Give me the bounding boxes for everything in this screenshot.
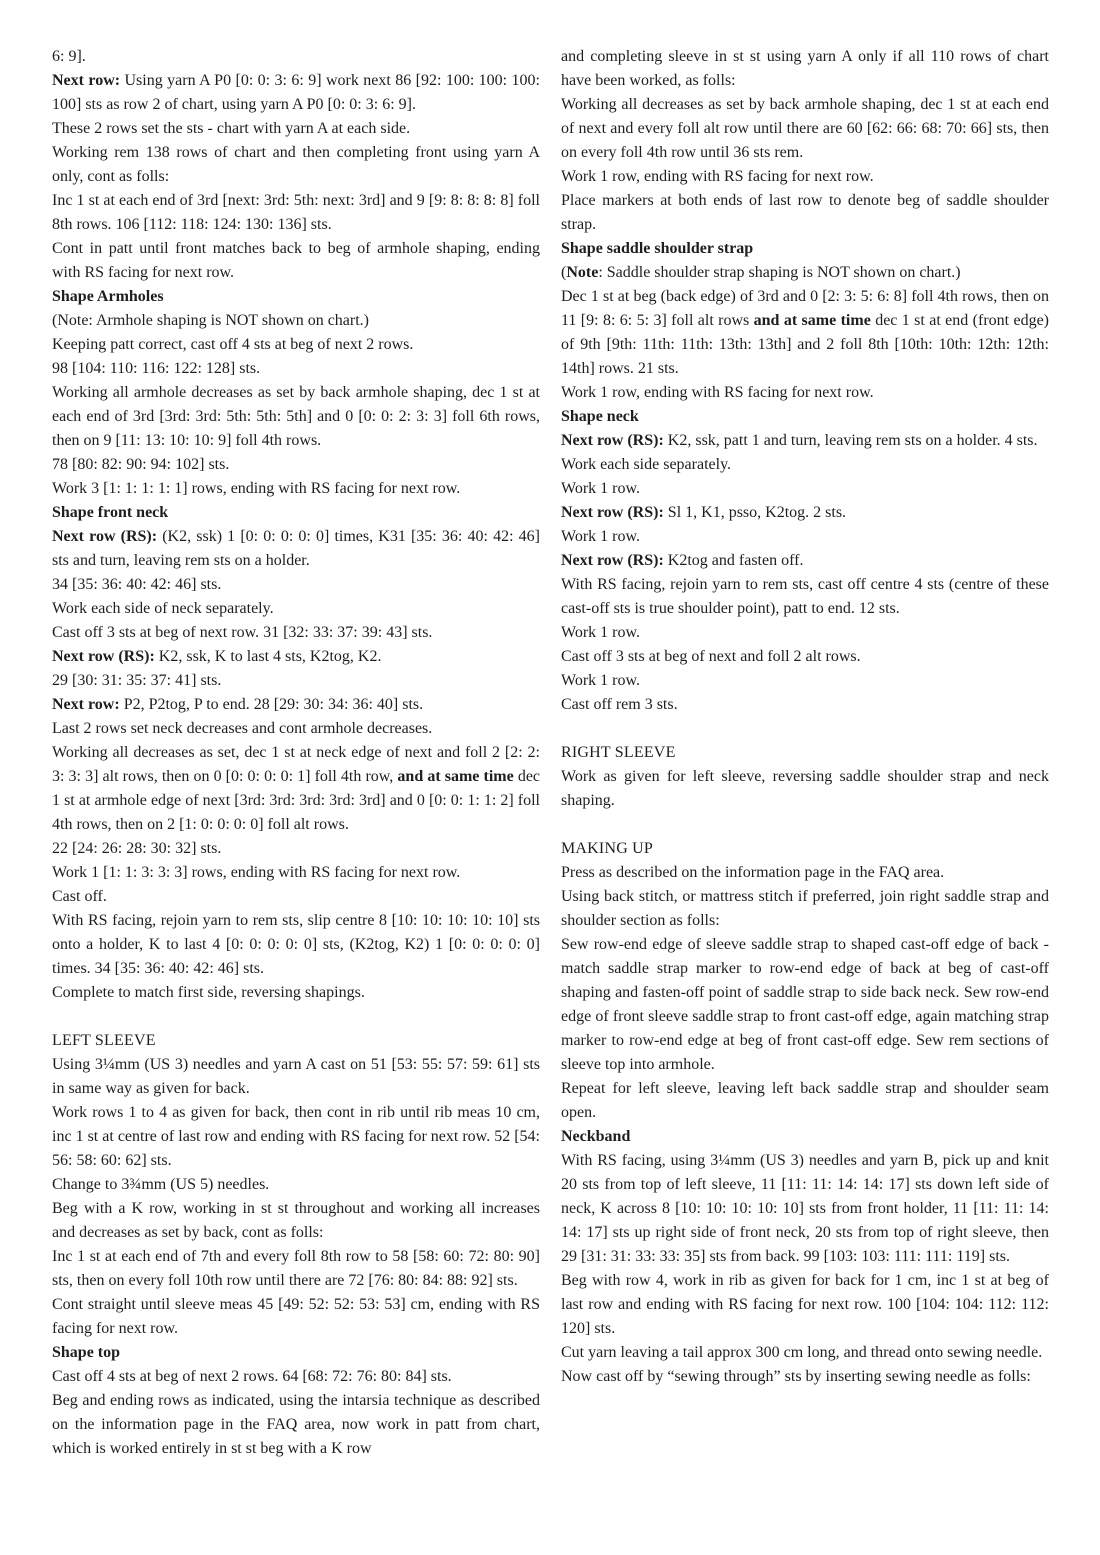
instruction-paragraph xyxy=(561,885,1049,933)
section-subheading: Neckband xyxy=(561,1128,631,1145)
section-subheading: Shape front neck xyxy=(52,504,169,521)
instruction-paragraph xyxy=(52,1101,540,1173)
paragraph-text: 98 [104: 110: 116: 122: 128] sts. xyxy=(52,360,261,377)
paragraph-text: Inc 1 st at each end of 3rd [next: 3rd: 5th: next: 3rd] and 9 [9: 8: 8: 8: 8] foll 8th rows. 106 [112: 118: 124: 130: 136] sts. xyxy=(52,192,540,233)
section-subheading: Shape Armholes xyxy=(52,288,164,305)
instruction-paragraph xyxy=(561,1149,1049,1269)
paragraph-text: (Note: Armhole shaping is NOT shown on chart.) xyxy=(52,312,369,329)
paragraph-text: and completing sleeve in st st using yarn A only if all 110 rows of chart have been worked, as folls: xyxy=(561,48,1049,89)
paragraph-text: P2, P2tog, P to end. 28 [29: 30: 34: 36: 40] sts. xyxy=(119,696,424,713)
paragraph-text: Cont straight until sleeve meas 45 [49: 52: 52: 53: 53] cm, ending with RS facing for next row. xyxy=(52,1296,540,1337)
paragraph-text: K2tog and fasten off. xyxy=(663,552,804,569)
instruction-paragraph xyxy=(52,909,540,981)
instruction-paragraph xyxy=(52,141,540,189)
paragraph-text: These 2 rows set the sts - chart with yarn A at each side. xyxy=(52,120,411,137)
paragraph-text: Work 3 [1: 1: 1: 1: 1] rows, ending with RS facing for next row. xyxy=(52,480,461,497)
row-label: Note xyxy=(566,264,599,281)
instruction-paragraph xyxy=(52,45,540,69)
instruction-paragraph xyxy=(561,933,1049,1077)
row-label: Next row (RS): xyxy=(52,528,158,545)
paragraph-text: : Saddle shoulder strap shaping is NOT shown on chart.) xyxy=(598,264,961,281)
paragraph-text: Working all armhole decreases as set by back armhole shaping, dec 1 st at each end of 3rd [3rd: 3rd: 5th: 5th: 5th] and 0 [0: 0: 2: 3: 3] foll 6th rows, then on 9 [11: 13: 10: 10: 9] foll 4th rows. xyxy=(52,384,540,449)
paragraph-text: Change to 3¾mm (US 5) needles. xyxy=(52,1176,270,1193)
paragraph-text: dec 1 st at armhole edge of next [3rd: 3rd: 3rd: 3rd: 3rd] and 0 [0: 0: 1: 1: 2] foll 4th rows, then on 2 [1: 0: 0: 0: 0] foll alt rows. xyxy=(52,768,541,833)
paragraph-text: Press as described on the information page in the FAQ area. xyxy=(561,864,945,881)
instruction-paragraph xyxy=(52,621,540,645)
paragraph-text: With RS facing, using 3¼mm (US 3) needles and yarn B, pick up and knit 20 sts from top of left sleeve, 11 [11: 11: 14: 14: 17] sts down left side of neck, K across 8 [10: 10: 10: 10: 10] sts from front holder, 11 [11: 11: 14: 14: 17] sts up right side of front neck, 20 sts from top of right sleeve, then 29 [31: 31: 33: 33: 35] sts from back. 99 [103: 103: 111: 111: 119] sts. xyxy=(561,1152,1049,1265)
instruction-paragraph xyxy=(52,597,540,621)
row-label: Next row (RS): xyxy=(561,432,664,449)
paragraph-text: Now cast off by “sewing through” sts by inserting sewing needle as folls: xyxy=(561,1368,1031,1385)
paragraph-text: Cast off rem 3 sts. xyxy=(561,696,678,713)
paragraph-text: Working all decreases as set by back armhole shaping, dec 1 st at each end of next and every foll alt row until there are 60 [62: 66: 68: 70: 66] sts, then on every foll 4th row until 36 sts rem. xyxy=(561,96,1049,161)
instruction-paragraph xyxy=(52,333,540,357)
paragraph-text: Work 1 row. xyxy=(561,480,640,497)
instruction-paragraph xyxy=(52,693,540,717)
instruction-paragraph xyxy=(52,981,540,1005)
left-column xyxy=(52,45,540,1461)
instruction-paragraph xyxy=(561,381,1049,405)
section-heading: LEFT SLEEVE xyxy=(52,1032,156,1049)
paragraph-text: (K2, ssk) 1 [0: 0: 0: 0: 0] times, K31 [35: 36: 40: 42: 46] sts and turn, leaving rem sts on a holder. xyxy=(52,528,540,569)
instruction-paragraph xyxy=(52,1389,540,1461)
instruction-paragraph xyxy=(52,189,540,237)
paragraph-text: Cut yarn leaving a tail approx 300 cm long, and thread onto sewing needle. xyxy=(561,1344,1043,1361)
instruction-paragraph xyxy=(52,117,540,141)
paragraph-prefix: ( xyxy=(561,264,567,281)
instruction-paragraph xyxy=(561,765,1049,813)
paragraph-text: Work rows 1 to 4 as given for back, then cont in rib until rib meas 10 cm, inc 1 st at centre of last row and ending with RS facing for next row. 52 [54: 56: 58: 60: 62] sts. xyxy=(52,1104,540,1169)
instruction-paragraph xyxy=(52,573,540,597)
instruction-paragraph xyxy=(561,1077,1049,1125)
instruction-paragraph xyxy=(561,453,1049,477)
section-subheading: Shape saddle shoulder strap xyxy=(561,240,754,257)
instruction-paragraph xyxy=(561,477,1049,501)
instruction-paragraph xyxy=(52,237,540,285)
instruction-paragraph xyxy=(52,669,540,693)
instruction-paragraph xyxy=(52,357,540,381)
paragraph-text: Cast off 3 sts at beg of next and foll 2 alt rows. xyxy=(561,648,861,665)
emphasis-text: and at same time xyxy=(753,312,871,329)
row-label: Next row: xyxy=(52,696,120,713)
instruction-paragraph xyxy=(561,525,1049,549)
instruction-paragraph xyxy=(52,1293,540,1341)
instruction-paragraph xyxy=(52,1053,540,1101)
paragraph-text: Cast off 3 sts at beg of next row. 31 [32: 33: 37: 39: 43] sts. xyxy=(52,624,433,641)
instruction-paragraph xyxy=(52,885,540,909)
instruction-paragraph xyxy=(52,1365,540,1389)
paragraph-text: Work 1 row. xyxy=(561,624,640,641)
instruction-paragraph xyxy=(52,717,540,741)
paragraph-text: Cast off 4 sts at beg of next 2 rows. 64 [68: 72: 76: 80: 84] sts. xyxy=(52,1368,452,1385)
section-heading: RIGHT SLEEVE xyxy=(561,744,676,761)
row-label: Next row (RS): xyxy=(561,552,664,569)
paragraph-text: Cast off. xyxy=(52,888,107,905)
paragraph-text: Dec 1 st at beg (back edge) of 3rd and 0 [2: 3: 5: 6: 8] foll 4th rows, then on 11 [9: 8: 6: 5: 3] foll alt rows xyxy=(561,288,1049,329)
instruction-paragraph xyxy=(561,261,1049,285)
paragraph-text: With RS facing, rejoin yarn to rem sts, slip centre 8 [10: 10: 10: 10: 10] sts onto a holder, K to last 4 [0: 0: 0: 0: 0] sts, (K2tog, K2) 1 [0: 0: 0: 0: 0] times. 34 [35: 36: 40: 42: 46] sts. xyxy=(52,912,540,977)
instruction-paragraph xyxy=(52,645,540,669)
paragraph-text: Work each side separately. xyxy=(561,456,732,473)
paragraph-text: Work as given for left sleeve, reversing saddle shoulder strap and neck shaping. xyxy=(561,768,1049,809)
right-column xyxy=(561,45,1049,1389)
instruction-paragraph xyxy=(561,1341,1049,1365)
paragraph-text: dec 1 st at end (front edge) of 9th [9th: 11th: 11th: 13th: 13th] and 2 foll 8th [10th: 10th: 12th: 12th: 14th] rows. 21 sts. xyxy=(561,312,1050,377)
instruction-paragraph xyxy=(52,837,540,861)
row-label: Next row: xyxy=(52,72,121,89)
paragraph-text: Beg and ending rows as indicated, using the intarsia technique as described on the information page in the FAQ area, now work in patt from chart, which is worked entirely in st st beg with a K row xyxy=(52,1392,540,1457)
paragraph-text: Work 1 row, ending with RS facing for next row. xyxy=(561,168,874,185)
paragraph-text: Work 1 row. xyxy=(561,672,640,689)
paragraph-text: Last 2 rows set neck decreases and cont armhole decreases. xyxy=(52,720,433,737)
section-heading: MAKING UP xyxy=(561,840,654,857)
paragraph-text: Sl 1, K1, psso, K2tog. 2 sts. xyxy=(663,504,847,521)
paragraph-text: 22 [24: 26: 28: 30: 32] sts. xyxy=(52,840,222,857)
paragraph-text: Working rem 138 rows of chart and then completing front using yarn A only, cont as folls: xyxy=(52,144,540,185)
paragraph-text: Beg with row 4, work in rib as given for back for 1 cm, inc 1 st at beg of last row and ending with RS facing for next row. 100 [104: 104: 112: 112: 120] sts. xyxy=(561,1272,1049,1337)
instruction-paragraph xyxy=(52,453,540,477)
paragraph-text: Complete to match first side, reversing shapings. xyxy=(52,984,365,1001)
section-subheading: Shape neck xyxy=(561,408,639,425)
paragraph-text: Keeping patt correct, cast off 4 sts at beg of next 2 rows. xyxy=(52,336,414,353)
instruction-paragraph xyxy=(561,189,1049,237)
instruction-paragraph xyxy=(561,429,1049,453)
instruction-paragraph xyxy=(561,573,1049,621)
instruction-paragraph xyxy=(52,741,540,837)
paragraph-text: K2, ssk, K to last 4 sts, K2tog, K2. xyxy=(154,648,382,665)
paragraph-text: Inc 1 st at each end of 7th and every foll 8th row to 58 [58: 60: 72: 80: 90] sts, then on every foll 10th row until there are 72 [76: 80: 84: 88: 92] sts. xyxy=(52,1248,540,1289)
row-label: Next row (RS): xyxy=(561,504,664,521)
instruction-paragraph xyxy=(561,693,1049,717)
paragraph-text: Cont in patt until front matches back to beg of armhole shaping, ending with RS facing for next row. xyxy=(52,240,540,281)
paragraph-text: Using yarn A P0 [0: 0: 3: 6: 9] work next 86 [92: 100: 100: 100: 100] sts as row 2 of chart, using yarn A P0 [0: 0: 3: 6: 9]. xyxy=(52,72,540,113)
paragraph-text: With RS facing, rejoin yarn to rem sts, cast off centre 4 sts (centre of these cast-off sts is true shoulder point), patt to end. 12 sts. xyxy=(561,576,1049,617)
instruction-paragraph xyxy=(52,1245,540,1293)
paragraph-text: Work 1 [1: 1: 3: 3: 3] rows, ending with RS facing for next row. xyxy=(52,864,461,881)
paragraph-text: Working all decreases as set, dec 1 st at neck edge of next and foll 2 [2: 2: 3: 3: 3] alt rows, then on 0 [0: 0: 0: 0: 1] foll 4th row, xyxy=(52,744,540,785)
paragraph-text: Work 1 row. xyxy=(561,528,640,545)
instruction-paragraph xyxy=(561,645,1049,669)
instruction-paragraph xyxy=(52,69,540,117)
instruction-paragraph xyxy=(561,549,1049,573)
instruction-paragraph xyxy=(52,477,540,501)
instruction-paragraph xyxy=(561,669,1049,693)
instruction-paragraph xyxy=(52,1173,540,1197)
paragraph-text: 6: 9]. xyxy=(52,48,86,65)
instruction-paragraph xyxy=(561,1365,1049,1389)
paragraph-text: Work each side of neck separately. xyxy=(52,600,274,617)
paragraph-text: Work 1 row, ending with RS facing for next row. xyxy=(561,384,874,401)
paragraph-text: 78 [80: 82: 90: 94: 102] sts. xyxy=(52,456,230,473)
paragraph-text: Sew row-end edge of sleeve saddle strap to shaped cast-off edge of back - match saddle strap marker to row-end edge of back at beg of cast-off shaping and fasten-off point of saddle strap to side back neck. Sew row-end edge of front sleeve saddle strap to front cast-off edge, again matching strap marker to row-end edge at beg of front cast-off edge. Sew rem sections of sleeve top into armhole. xyxy=(561,936,1049,1073)
instruction-paragraph xyxy=(561,165,1049,189)
row-label: Next row (RS): xyxy=(52,648,155,665)
instruction-paragraph xyxy=(561,45,1049,93)
paragraph-text: Using 3¼mm (US 3) needles and yarn A cast on 51 [53: 55: 57: 59: 61] sts in same way as given for back. xyxy=(52,1056,540,1097)
instruction-paragraph xyxy=(561,501,1049,525)
instruction-paragraph xyxy=(561,861,1049,885)
paragraph-text: Using back stitch, or mattress stitch if preferred, join right saddle strap and shoulder section as folls: xyxy=(561,888,1049,929)
instruction-paragraph xyxy=(561,285,1049,381)
instruction-paragraph xyxy=(52,525,540,573)
paragraph-text: 34 [35: 36: 40: 42: 46] sts. xyxy=(52,576,222,593)
instruction-paragraph xyxy=(52,861,540,885)
paragraph-text: Repeat for left sleeve, leaving left back saddle strap and shoulder seam open. xyxy=(561,1080,1049,1121)
paragraph-text: K2, ssk, patt 1 and turn, leaving rem sts on a holder. 4 sts. xyxy=(663,432,1038,449)
paragraph-text: Beg with a K row, working in st st throughout and working all increases and decreases as set by back, cont as folls: xyxy=(52,1200,540,1241)
paragraph-text: Place markers at both ends of last row to denote beg of saddle shoulder strap. xyxy=(561,192,1049,233)
instruction-paragraph xyxy=(561,93,1049,165)
instruction-paragraph xyxy=(52,1197,540,1245)
instruction-paragraph xyxy=(52,309,540,333)
section-subheading: Shape top xyxy=(52,1344,121,1361)
emphasis-text: and at same time xyxy=(397,768,514,785)
instruction-paragraph xyxy=(561,1269,1049,1341)
paragraph-text: 29 [30: 31: 35: 37: 41] sts. xyxy=(52,672,222,689)
instruction-paragraph xyxy=(52,381,540,453)
instruction-paragraph xyxy=(561,621,1049,645)
